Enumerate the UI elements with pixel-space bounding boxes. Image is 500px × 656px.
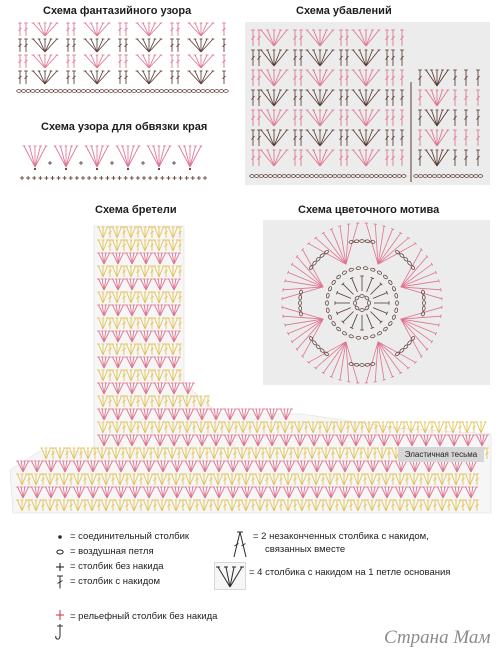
fan-leg bbox=[39, 39, 45, 52]
sc-stitch bbox=[87, 176, 91, 180]
fan-leg bbox=[85, 71, 97, 84]
fan-stitch bbox=[188, 39, 215, 52]
fan-leg bbox=[97, 71, 109, 84]
fan-leg bbox=[137, 23, 149, 36]
sc-stitch bbox=[69, 176, 73, 180]
fan-leg bbox=[453, 422, 458, 433]
fan-leg bbox=[35, 146, 46, 167]
fan-leg bbox=[33, 71, 45, 84]
sc-stitch bbox=[44, 176, 48, 180]
fan-leg bbox=[143, 55, 149, 68]
fan-stitch bbox=[178, 146, 203, 167]
fan-leg bbox=[201, 23, 213, 36]
dc-stitch bbox=[176, 23, 180, 36]
sc-stitch bbox=[79, 161, 83, 165]
chain-stitch bbox=[77, 90, 82, 93]
dc-stitch bbox=[222, 23, 226, 36]
sc-stitch bbox=[173, 176, 177, 180]
fan-leg bbox=[481, 422, 486, 433]
chain-stitch bbox=[141, 90, 146, 93]
fan-stitch bbox=[85, 146, 110, 167]
fan-leg bbox=[97, 71, 103, 84]
fan-stitch bbox=[136, 39, 163, 52]
dc-stitch bbox=[24, 71, 28, 84]
sc-stitch bbox=[197, 176, 201, 180]
petal-dc-top bbox=[347, 224, 350, 225]
fan-leg bbox=[85, 23, 97, 36]
chain-stitch bbox=[118, 90, 123, 93]
fan-leg bbox=[35, 146, 41, 167]
flower-motif-chart bbox=[263, 220, 490, 385]
fan-leg bbox=[148, 146, 159, 167]
fan-leg bbox=[189, 39, 201, 52]
fan-leg bbox=[154, 146, 160, 167]
fan-leg bbox=[39, 55, 45, 68]
chain-stitch bbox=[219, 90, 224, 93]
fan-leg bbox=[45, 55, 57, 68]
sc-stitch bbox=[124, 176, 128, 180]
fan-leg bbox=[97, 146, 108, 167]
sc-stitch bbox=[93, 176, 97, 180]
fan-leg bbox=[97, 23, 103, 36]
fan-leg bbox=[201, 39, 207, 52]
chain-stitch bbox=[123, 90, 128, 93]
fan-leg bbox=[97, 146, 103, 167]
decrease-title: Схема убавлений bbox=[296, 5, 392, 17]
fan-leg bbox=[185, 146, 191, 167]
chain-stitch bbox=[210, 90, 215, 93]
fan-leg bbox=[45, 23, 57, 36]
chain-stitch bbox=[44, 90, 49, 93]
fan-leg bbox=[195, 71, 201, 84]
fan-leg bbox=[66, 146, 77, 167]
fan-leg bbox=[55, 146, 66, 167]
double-crochet-icon bbox=[54, 575, 66, 589]
chain-stitch bbox=[90, 90, 95, 93]
fan-leg bbox=[66, 146, 72, 167]
fan-leg bbox=[201, 71, 207, 84]
fan-leg bbox=[159, 146, 170, 167]
relief-single-crochet-icon bbox=[54, 606, 66, 642]
fan-leg bbox=[137, 55, 149, 68]
legend-double-crochet-text: = столбик с накидом bbox=[70, 576, 161, 587]
sc-stitch bbox=[32, 176, 36, 180]
fan-leg bbox=[190, 146, 201, 167]
chain-stitch bbox=[40, 90, 45, 93]
sc-stitch bbox=[51, 176, 55, 180]
fan-stitch bbox=[136, 55, 163, 68]
legend-relief-single-crochet-text: = рельефный столбик без накида bbox=[70, 611, 218, 622]
petal-dc-top bbox=[441, 315, 442, 318]
slip-stitch bbox=[65, 168, 67, 170]
chain-stitch bbox=[67, 90, 72, 93]
fan-stitch bbox=[136, 71, 163, 84]
chain-stitch bbox=[159, 90, 164, 93]
fan-leg bbox=[33, 23, 45, 36]
sc-stitch bbox=[136, 176, 140, 180]
dc-stitch bbox=[72, 23, 76, 36]
chain-stitch bbox=[182, 90, 187, 93]
fan-leg bbox=[39, 71, 45, 84]
slip-stitch bbox=[96, 168, 98, 170]
dc-stitch bbox=[170, 39, 174, 52]
fan-leg bbox=[149, 23, 155, 36]
chain-stitch bbox=[155, 90, 160, 93]
dc-stitch bbox=[176, 39, 180, 52]
fan-leg bbox=[149, 71, 155, 84]
sc-stitch bbox=[166, 176, 170, 180]
fan-leg bbox=[45, 39, 51, 52]
fan-leg bbox=[201, 23, 207, 36]
sc-stitch bbox=[154, 176, 158, 180]
fan-leg bbox=[467, 422, 472, 433]
fan-stitch bbox=[84, 39, 111, 52]
fan-leg bbox=[189, 71, 201, 84]
sc-stitch bbox=[203, 176, 207, 180]
chain-stitch bbox=[150, 90, 155, 93]
fan-leg bbox=[143, 71, 149, 84]
chain-stitch bbox=[178, 90, 183, 93]
fan-leg bbox=[195, 39, 201, 52]
fan-leg bbox=[149, 39, 155, 52]
elastic-band-label: Эластичная тесьма bbox=[398, 447, 484, 462]
fan-leg bbox=[92, 146, 98, 167]
fan-stitch bbox=[147, 146, 172, 167]
fan-leg bbox=[97, 55, 109, 68]
chain-stitch bbox=[63, 90, 68, 93]
fan-leg bbox=[91, 23, 97, 36]
fan-leg bbox=[33, 39, 45, 52]
fan-leg bbox=[137, 71, 149, 84]
chain-stitch bbox=[187, 90, 192, 93]
sc-stitch bbox=[148, 176, 152, 180]
fan-leg bbox=[159, 146, 165, 167]
fan-stitch bbox=[461, 422, 473, 433]
legend-cluster-text-line2: связанных вместе bbox=[265, 544, 346, 555]
fancy-pattern-title: Схема фантазийного узора bbox=[43, 5, 192, 17]
legend-chain-text: = воздушная петля bbox=[70, 546, 154, 557]
fan-leg bbox=[189, 23, 201, 36]
legend-chain bbox=[54, 545, 154, 559]
dc-stitch bbox=[124, 39, 128, 52]
slip-stitch-icon bbox=[54, 530, 66, 544]
fan-leg bbox=[201, 55, 213, 68]
dc-stitch bbox=[18, 39, 22, 52]
dc-stitch bbox=[124, 23, 128, 36]
decrease-chart bbox=[245, 22, 490, 185]
fan-leg bbox=[201, 71, 213, 84]
dc-stitch bbox=[66, 55, 70, 68]
fan-leg bbox=[61, 146, 67, 167]
fan-stitch bbox=[54, 146, 79, 167]
sc-stitch bbox=[26, 176, 30, 180]
sc-stitch bbox=[75, 176, 79, 180]
sc-stitch bbox=[179, 176, 183, 180]
legend-slip-stitch-text: = соединительный столбик bbox=[70, 531, 190, 542]
legend-fan-text: = 4 столбика с накидом на 1 петле основания bbox=[249, 567, 451, 578]
sc-stitch bbox=[112, 176, 116, 180]
legend-fan bbox=[214, 562, 496, 592]
dc-stitch bbox=[118, 55, 122, 68]
sc-stitch bbox=[20, 176, 24, 180]
legend-slip-stitch bbox=[54, 530, 189, 544]
fan-leg bbox=[117, 146, 128, 167]
dc-stitch bbox=[124, 55, 128, 68]
dc-stitch bbox=[66, 39, 70, 52]
petal-dc-top bbox=[283, 288, 284, 291]
chain-stitch bbox=[81, 90, 86, 93]
chain-stitch bbox=[21, 90, 26, 93]
dc-stitch bbox=[66, 71, 70, 84]
fan-leg bbox=[143, 39, 149, 52]
dc-stitch bbox=[18, 55, 22, 68]
single-crochet-icon bbox=[54, 560, 66, 574]
sc-stitch bbox=[130, 176, 134, 180]
dc-stitch bbox=[170, 55, 174, 68]
fan-leg bbox=[201, 39, 213, 52]
sc-stitch bbox=[172, 161, 176, 165]
fan-leg bbox=[201, 55, 207, 68]
fan-stitch bbox=[84, 71, 111, 84]
sc-stitch bbox=[99, 176, 103, 180]
fan-stitch bbox=[136, 23, 163, 36]
dc-stitch bbox=[222, 55, 226, 68]
chain-stitch bbox=[173, 90, 178, 93]
chain-stitch bbox=[113, 90, 118, 93]
dc-stitch bbox=[72, 39, 76, 52]
chain-stitch bbox=[49, 90, 54, 93]
dc-stitch bbox=[18, 23, 22, 36]
dc-stitch bbox=[170, 23, 174, 36]
fan-leg bbox=[97, 39, 109, 52]
dc-stitch bbox=[222, 39, 226, 52]
chain-stitch bbox=[58, 90, 63, 93]
fan-leg bbox=[86, 146, 97, 167]
chain-stitch bbox=[17, 90, 22, 93]
petal-dc-top bbox=[283, 315, 284, 318]
sc-stitch bbox=[110, 161, 114, 165]
dc-stitch bbox=[176, 71, 180, 84]
fan-leg bbox=[85, 39, 97, 52]
fan-leg bbox=[128, 146, 134, 167]
chain-stitch bbox=[136, 90, 141, 93]
dc-stitch bbox=[170, 71, 174, 84]
sc-stitch bbox=[185, 176, 189, 180]
dc-stitch bbox=[72, 55, 76, 68]
chain-stitch bbox=[26, 90, 31, 93]
fan-leg bbox=[97, 23, 109, 36]
chain-stitch bbox=[169, 90, 174, 93]
fan-leg bbox=[45, 39, 57, 52]
legend-single-crochet-text: = столбик без накида bbox=[70, 561, 164, 572]
fan-leg bbox=[97, 55, 103, 68]
fan-stitch bbox=[188, 55, 215, 68]
petal-dc-top bbox=[374, 382, 377, 383]
chain-stitch bbox=[109, 90, 114, 93]
slip-stitch bbox=[34, 168, 36, 170]
fan-stitch bbox=[32, 71, 59, 84]
fan-leg bbox=[45, 71, 57, 84]
sc-stitch bbox=[63, 176, 67, 180]
fan-leg bbox=[195, 55, 201, 68]
fan-leg bbox=[128, 146, 139, 167]
flower-motif-title: Схема цветочного мотива bbox=[298, 204, 440, 216]
chain-stitch bbox=[72, 90, 77, 93]
chain-stitch bbox=[224, 90, 229, 93]
sc-stitch bbox=[57, 176, 61, 180]
fan-leg bbox=[45, 23, 51, 36]
legend-cluster-text-line1: = 2 незаконченных столбика с накидом, bbox=[253, 531, 429, 542]
dc-stitch bbox=[118, 71, 122, 84]
fan-leg bbox=[190, 146, 196, 167]
fan-stitch bbox=[188, 23, 215, 36]
fan-leg bbox=[149, 39, 161, 52]
fan-leg bbox=[91, 55, 97, 68]
sc-stitch bbox=[48, 161, 52, 165]
chain-stitch bbox=[54, 90, 59, 93]
sc-stitch bbox=[105, 176, 109, 180]
legend-single-crochet bbox=[54, 560, 164, 574]
fan-leg bbox=[97, 39, 103, 52]
fan-leg bbox=[149, 55, 155, 68]
dc-stitch bbox=[18, 71, 22, 84]
fan-leg bbox=[477, 422, 482, 433]
chain-stitch bbox=[192, 90, 197, 93]
fan-leg bbox=[189, 55, 201, 68]
fan-stitch bbox=[32, 23, 59, 36]
strap-title: Схема бретели bbox=[95, 204, 177, 216]
chain-stitch bbox=[201, 90, 206, 93]
sc-stitch bbox=[142, 176, 146, 180]
dc-stitch bbox=[24, 23, 28, 36]
edging-chart bbox=[20, 146, 207, 180]
fan-leg bbox=[30, 146, 36, 167]
chain-stitch bbox=[205, 90, 210, 93]
fan-leg bbox=[149, 23, 161, 36]
sc-stitch bbox=[160, 176, 164, 180]
chain-stitch bbox=[196, 90, 201, 93]
chain-stitch bbox=[215, 90, 220, 93]
fan-stitch bbox=[188, 71, 215, 84]
sc-stitch bbox=[81, 176, 85, 180]
dc-stitch bbox=[24, 39, 28, 52]
fan-stitch bbox=[116, 146, 141, 167]
fan-leg bbox=[45, 71, 51, 84]
fan-stitch bbox=[84, 55, 111, 68]
fan-leg bbox=[39, 23, 45, 36]
slip-stitch bbox=[127, 168, 129, 170]
fan-leg bbox=[137, 39, 149, 52]
fan-leg bbox=[91, 39, 97, 52]
sc-stitch bbox=[118, 176, 122, 180]
fan-leg bbox=[179, 146, 190, 167]
fan-stitch bbox=[84, 23, 111, 36]
fan-leg bbox=[45, 55, 51, 68]
legend-cluster bbox=[232, 529, 494, 559]
chain-stitch-icon bbox=[54, 545, 66, 559]
dc-stitch bbox=[472, 422, 476, 433]
fan-leg bbox=[143, 23, 149, 36]
four-dc-fan-icon bbox=[214, 562, 246, 590]
dc-stitch bbox=[24, 55, 28, 68]
chain-stitch bbox=[127, 90, 132, 93]
sc-stitch bbox=[38, 176, 42, 180]
fan-stitch bbox=[23, 146, 48, 167]
fan-leg bbox=[91, 71, 97, 84]
dc-stitch bbox=[458, 422, 462, 433]
chain-stitch bbox=[164, 90, 169, 93]
fan-leg bbox=[195, 23, 201, 36]
chain-stitch bbox=[146, 90, 151, 93]
chain-stitch bbox=[95, 90, 100, 93]
petal-dc-top bbox=[347, 382, 350, 383]
fan-leg bbox=[85, 55, 97, 68]
fan-stitch bbox=[32, 39, 59, 52]
chain-stitch bbox=[35, 90, 40, 93]
chain-stitch bbox=[86, 90, 91, 93]
fan-stitch bbox=[475, 422, 487, 433]
fan-leg bbox=[24, 146, 35, 167]
edging-title: Схема узора для обвязки края bbox=[41, 121, 208, 133]
petal-dc-top bbox=[441, 288, 442, 291]
fan-leg bbox=[149, 55, 161, 68]
chain-stitch bbox=[100, 90, 105, 93]
dc-stitch bbox=[118, 23, 122, 36]
dc-stitch bbox=[118, 39, 122, 52]
legend-relief-single-crochet bbox=[54, 606, 274, 642]
slip-stitch bbox=[158, 168, 160, 170]
fan-leg bbox=[33, 55, 45, 68]
dc-stitch bbox=[176, 55, 180, 68]
chain-stitch bbox=[132, 90, 137, 93]
petal-dc-top bbox=[374, 224, 377, 225]
dc-stitch bbox=[66, 23, 70, 36]
legend-double-crochet bbox=[54, 575, 160, 589]
watermark-logo-text: Страна Мам bbox=[384, 627, 491, 648]
slip-stitch bbox=[189, 168, 191, 170]
sc-stitch bbox=[141, 161, 145, 165]
dc-stitch bbox=[72, 71, 76, 84]
dc-stitch bbox=[124, 71, 128, 84]
fan-leg bbox=[123, 146, 129, 167]
fan-leg bbox=[149, 71, 161, 84]
chain-stitch bbox=[104, 90, 109, 93]
fan-stitch bbox=[32, 55, 59, 68]
sc-stitch bbox=[191, 176, 195, 180]
dc2tog-cluster-icon bbox=[232, 529, 248, 559]
dc-stitch bbox=[222, 71, 226, 84]
fan-leg bbox=[463, 422, 468, 433]
chain-stitch bbox=[31, 90, 36, 93]
fancy-pattern-chart bbox=[17, 23, 229, 92]
